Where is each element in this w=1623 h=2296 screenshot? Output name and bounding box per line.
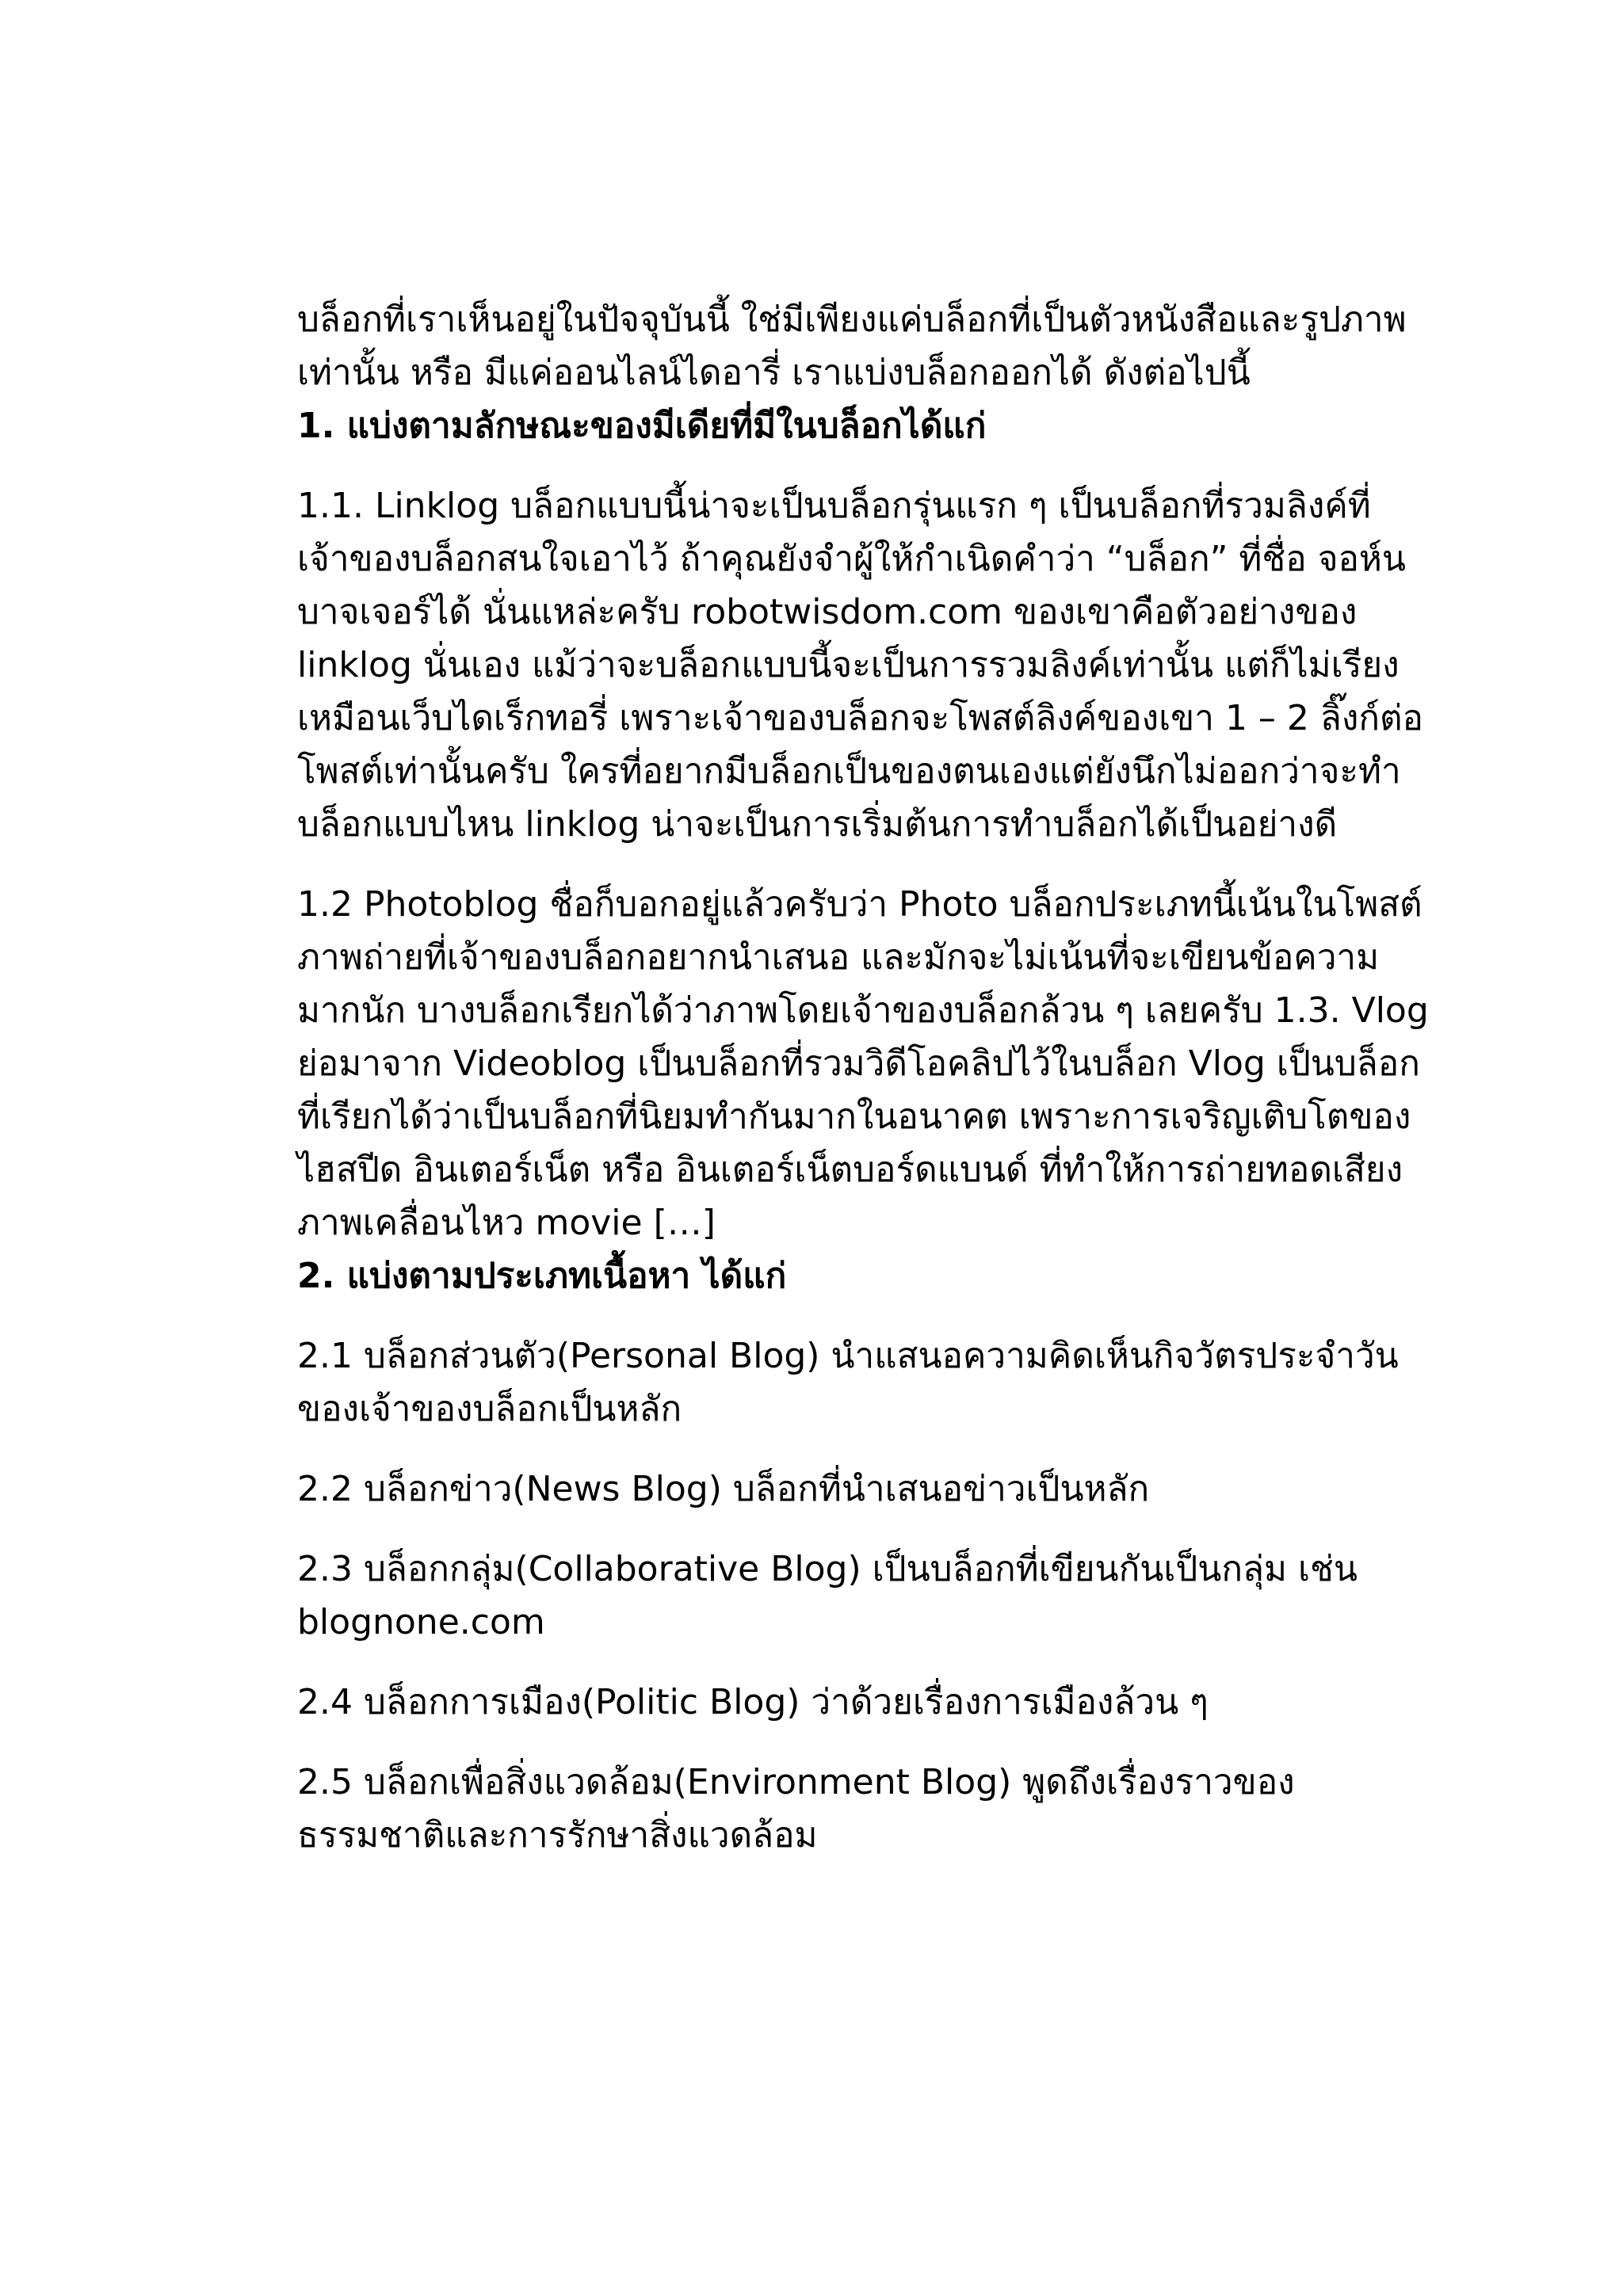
- section-1-paragraph-linklog: 1.1. Linklog บล็อกแบบนี้น่าจะเป็นบล็อกรุ่นแรก ๆ เป็นบล็อกที่รวมลิงค์ที่เจ้าของบล็อกสนใจเอาไว้ ถ้าคุณยังจำผู้ให้กำเนิดคำว่า “บล็อก” ที่ชื่อ จอห์น บาจเจอร์ได้ นั่นแหล่ะครับ robotwisdom.com ของเขาคือตัวอย่างของ linklog นั่นเอง แม้ว่าจะบล็อกแบบนี้จะเป็นการรวมลิงค์เท่านั้น แต่ก็ไม่เรียงเหมือนเว็บไดเร็กทอรี่ เพราะเจ้าของบล็อกจะโพสต์ลิงค์ของเขา 1 – 2 ลิ๊งก์ต่อโพสต์เท่านั้นครับ ใครที่อยากมีบล็อกเป็นของตนเองแต่ยังนึกไม่ออกว่าจะทำบล็อกแบบไหน linklog น่าจะเป็นการเริ่มต้นการทำบล็อกได้เป็นอย่างดี: [297, 486, 1423, 845]
- intro-paragraph: บล็อกที่เราเห็นอยู่ในปัจจุบันนี้ ใช่มีเพียงแค่บล็อกที่เป็นตัวหนังสือและรูปภาพเท่านั้น หรือ มีแค่ออนไลน์ไดอารี่ เราแบ่งบล็อกออกได้ ดังต่อไปนี้: [297, 299, 1407, 393]
- section-2-item-environment: 2.5 บล็อกเพื่อสิ่งแวดล้อม(Environment Blog) พูดถึงเรื่องราวของธรรมชาติและการรักษาสิ่งแวดล้อม: [297, 1762, 1295, 1855]
- section-2-heading: 2. แบ่งตามประเภทเนื้อหา ได้แก่: [297, 1256, 787, 1296]
- section-2-item-politic: 2.4 บล็อกการเมือง(Politic Blog) ว่าด้วยเรื่องการเมืองล้วน ๆ: [297, 1682, 1209, 1722]
- section-2-item-news: 2.2 บล็อกข่าว(News Blog) บล็อกที่นำเสนอข่าวเป็นหลัก: [297, 1469, 1150, 1509]
- section-2-item-collaborative: 2.3 บล็อกกลุ่ม(Collaborative Blog) เป็นบล็อกที่เขียนกันเป็นกลุ่ม เช่น blognone.com: [297, 1549, 1358, 1642]
- section-2-item-personal: 2.1 บล็อกส่วนตัว(Personal Blog) นำแสนอความคิดเห็นกิจวัตรประจำวันของเจ้าของบล็อกเป็นหลัก: [297, 1336, 1399, 1429]
- document-page: [297, 293, 1438, 1889]
- section-1-heading: 1. แบ่งตามลักษณะของมีเดียที่มีในบล็อกได้แก่: [297, 406, 987, 446]
- section-1-paragraph-photoblog: 1.2 Photoblog ชื่อก็บอกอยู่แล้วครับว่า Photo บล็อกประเภทนี้เน้นในโพสต์ภาพถ่ายที่เจ้าของบล็อกอยากนำเสนอ และมักจะไม่เน้นที่จะเขียนข้อความมากนัก บางบล็อกเรียกได้ว่าภาพโดยเจ้าของบล็อกล้วน ๆ เลยครับ 1.3. Vlog ย่อมาจาก Videoblog เป็นบล็อกที่รวมวิดีโอคลิปไว้ในบล็อก Vlog เป็นบล็อกที่เรียกได้ว่าเป็นบล็อกที่นิยมทำกันมากในอนาคต เพราะการเจริญเติบโตของไฮสปีด อินเตอร์เน็ต หรือ อินเตอร์เน็ตบอร์ดแบนด์ ที่ทำให้การถ่ายทอดเสียง ภาพเคลื่อนไหว movie […]: [297, 884, 1429, 1243]
